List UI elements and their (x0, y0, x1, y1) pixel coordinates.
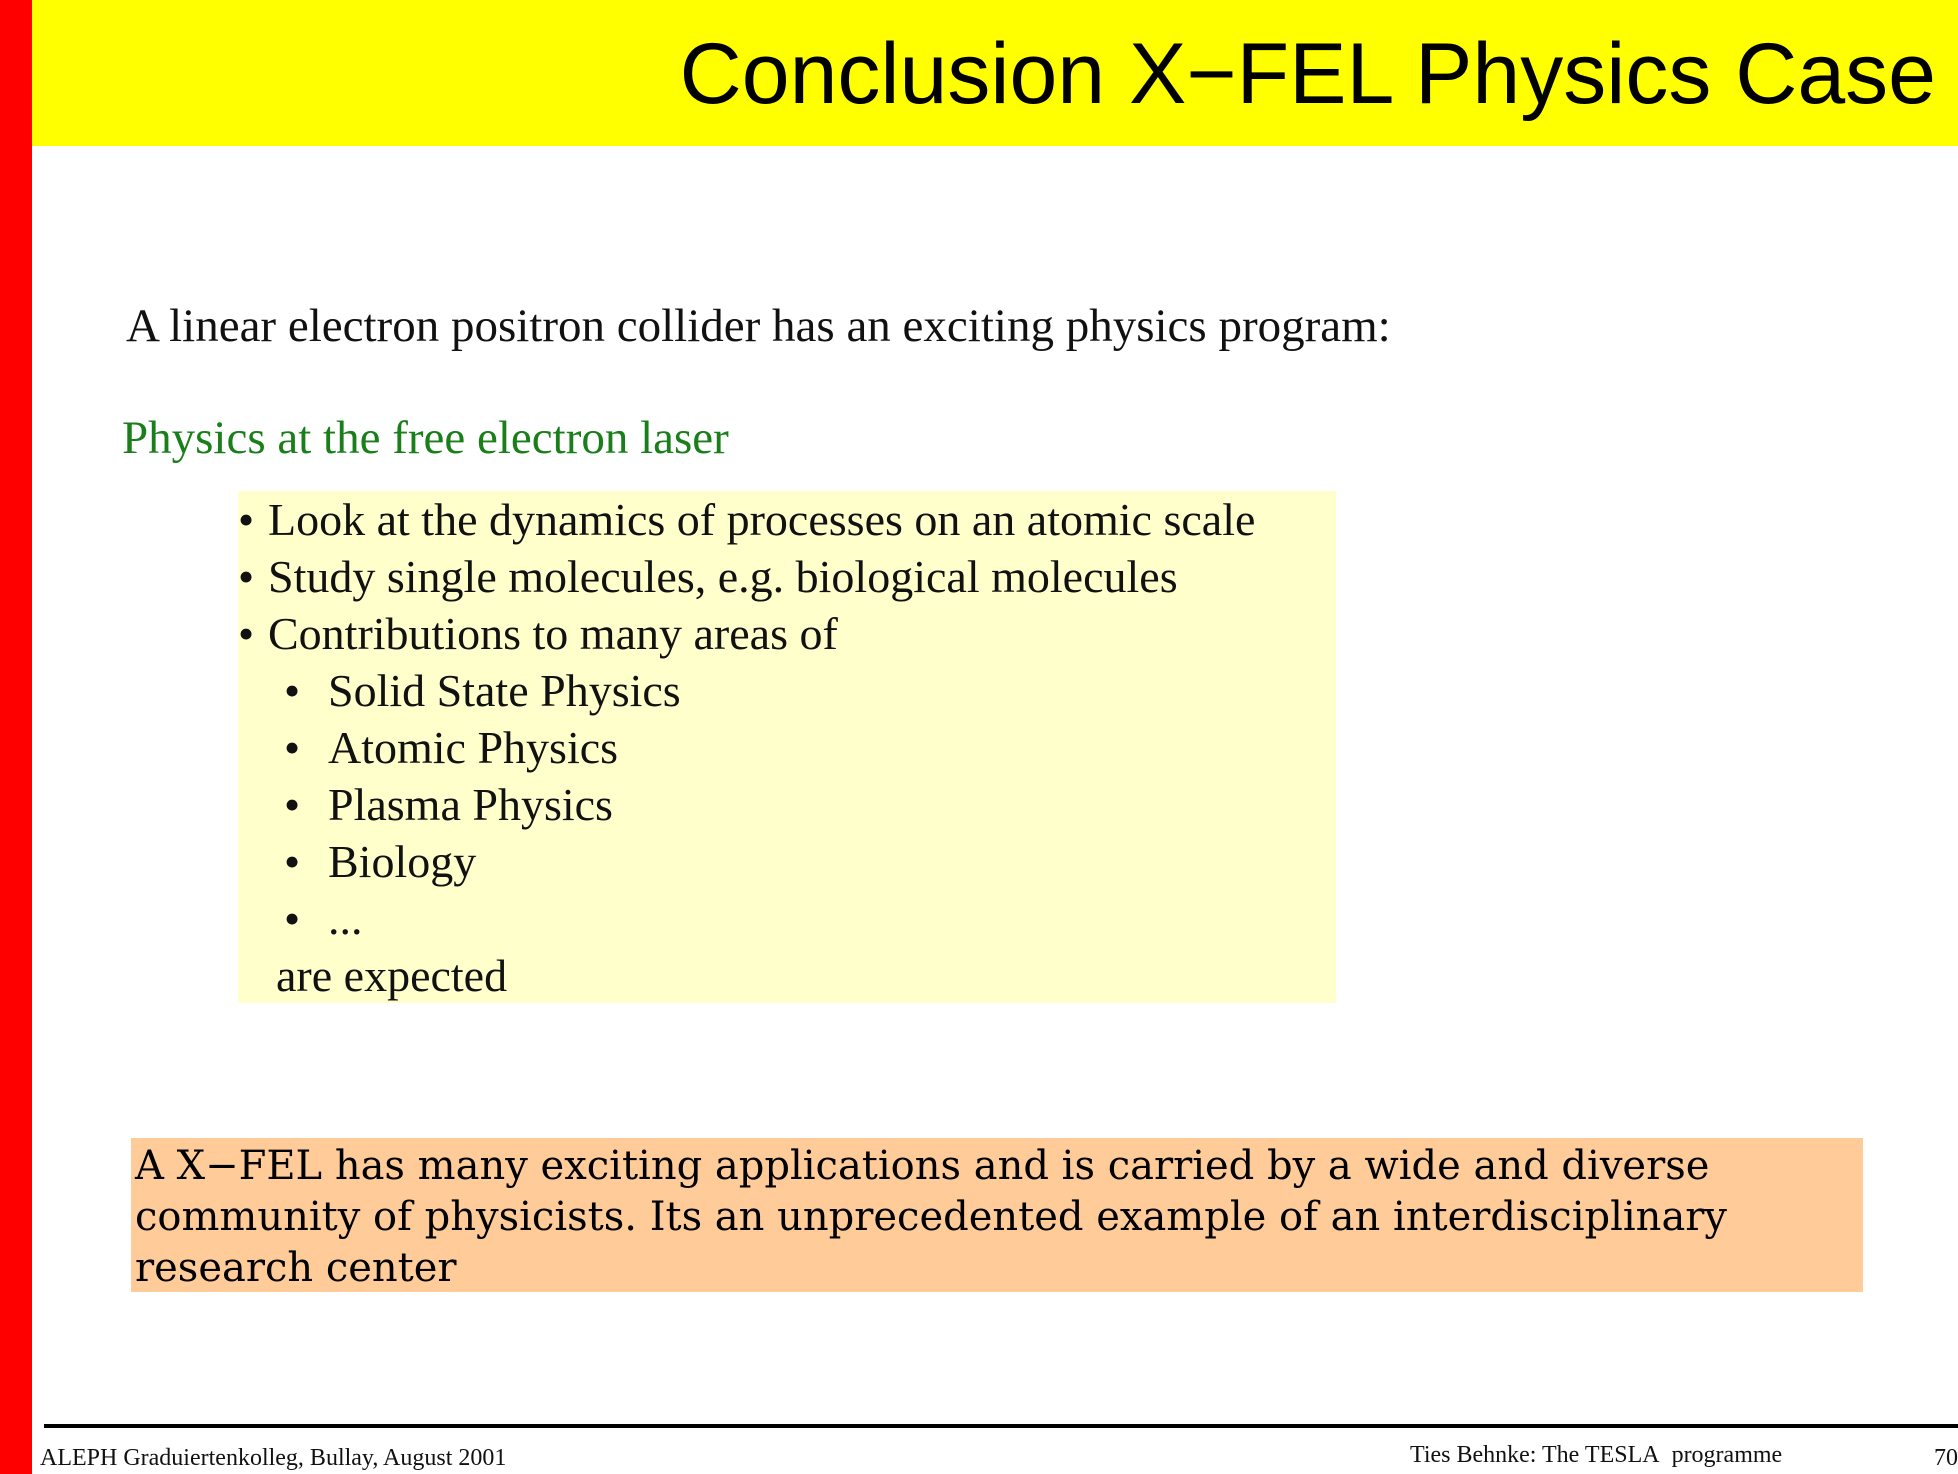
title-band (32, 0, 1958, 146)
bullet-item: • Study single molecules, e.g. biological molecules (238, 548, 1255, 605)
bullet-item: • Contributions to many areas of (238, 605, 1255, 662)
sub-bullet-list (284, 662, 681, 947)
section-subheading: Physics at the free electron laser (122, 412, 729, 464)
conclusion-text: A X−FEL has many exciting applications and is carried by a wide and diverse community of physicists. Its an unprecedented example of an interdisciplinary research center (135, 1143, 1728, 1291)
slide-title: Conclusion X−FEL Physics Case (679, 26, 1936, 122)
footer-event: ALEPH Graduiertenkolleg, Bullay, August 2001 (40, 1445, 507, 1471)
sub-bullet-item: • Plasma Physics (284, 776, 681, 833)
bullets-outro: are expected (276, 950, 508, 1001)
bullet-item: • Look at the dynamics of processes on an atomic scale (238, 491, 1255, 548)
sub-bullet-item: • Solid State Physics (284, 662, 681, 719)
footer-author: Ties Behnke: The TESLA programme (1410, 1442, 1783, 1468)
intro-text: A linear electron positron collider has an exciting physics program: (126, 300, 1391, 352)
bullet-box (238, 491, 1336, 1003)
conclusion-box (131, 1138, 1863, 1292)
sub-bullet-item: • ... (284, 890, 681, 947)
footer-divider (44, 1424, 1958, 1428)
page-number: 70 (1934, 1445, 1958, 1471)
sub-bullet-item: • Biology (284, 833, 681, 890)
left-accent-bar (0, 0, 32, 1474)
sub-bullet-item: • Atomic Physics (284, 719, 681, 776)
bullet-list (238, 491, 1255, 662)
